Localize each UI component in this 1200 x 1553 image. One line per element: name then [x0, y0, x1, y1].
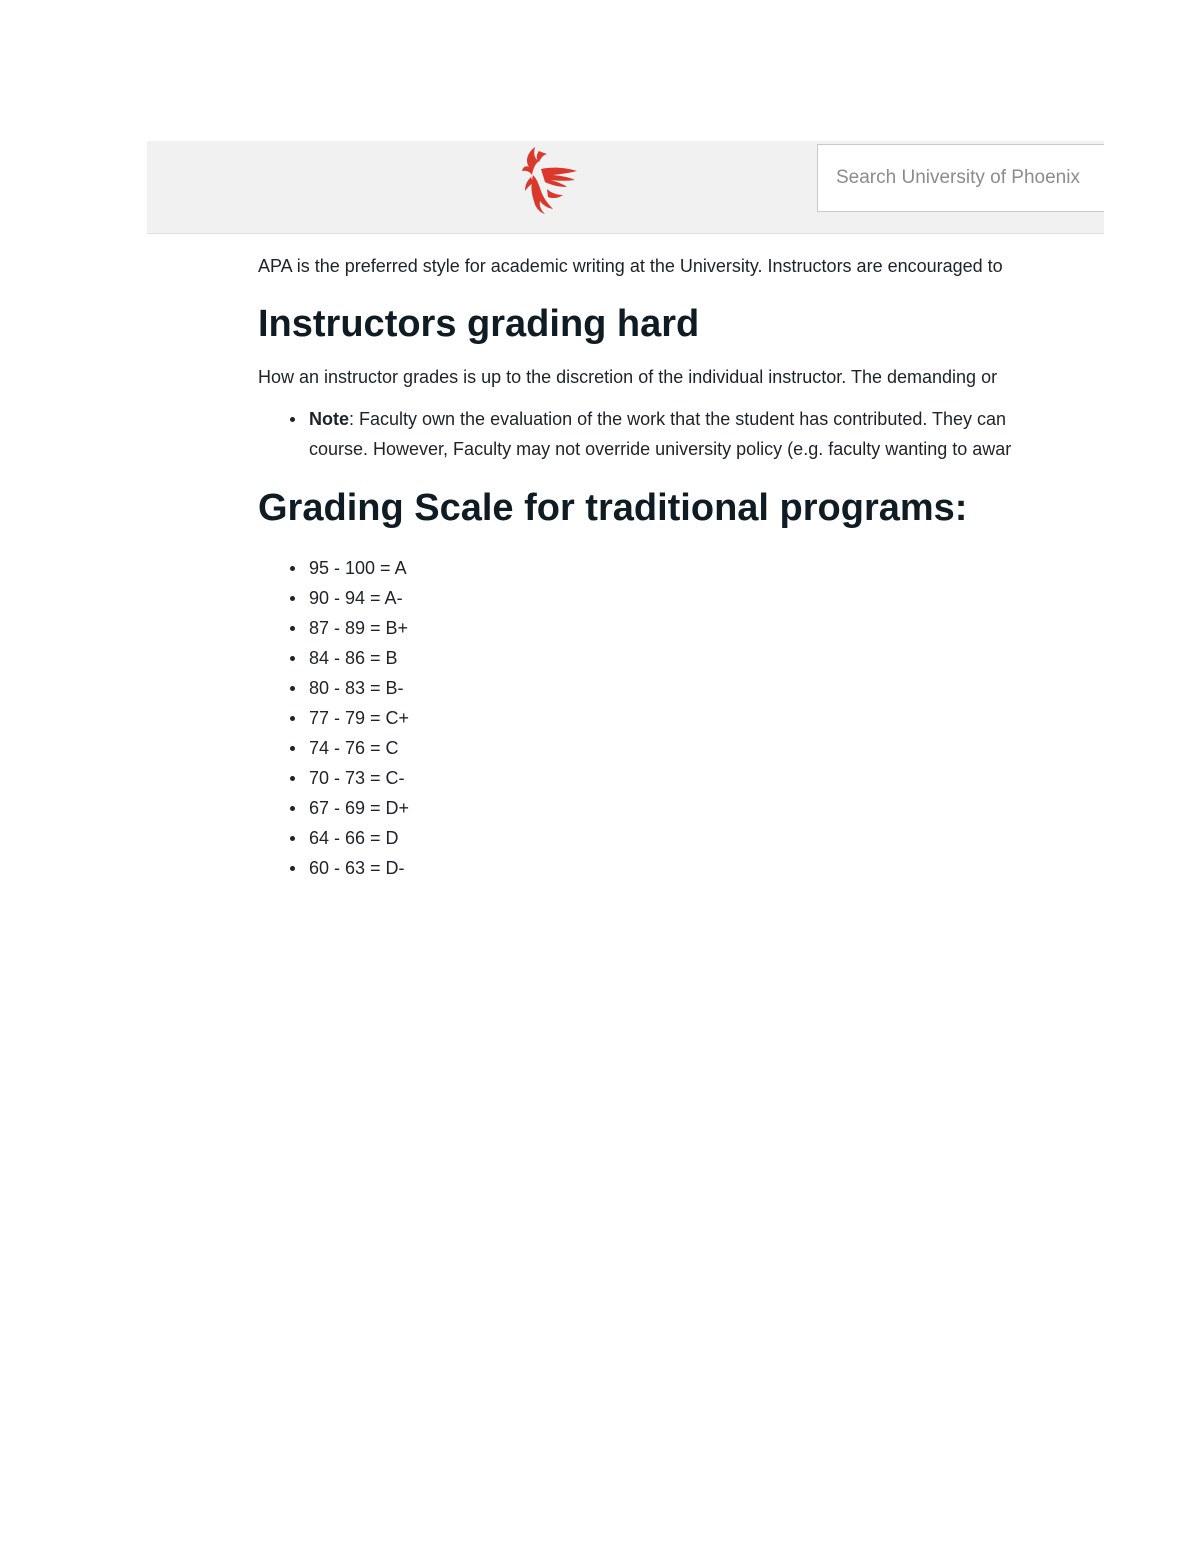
instructors-grading-hard-heading: Instructors grading hard	[258, 303, 700, 345]
note-item	[309, 404, 1104, 464]
main-content	[258, 253, 1104, 883]
search-box[interactable]	[817, 144, 1104, 212]
grade-item: 95 - 100 = A	[309, 553, 1104, 583]
grade-item: 80 - 83 = B-	[309, 673, 1104, 703]
grading-scale-heading: Grading Scale for traditional programs:	[258, 487, 968, 529]
grade-item: 74 - 76 = C	[309, 733, 1104, 763]
grade-item: 64 - 66 = D	[309, 823, 1104, 853]
note-text-line2: course. However, Faculty may not override university policy (e.g. faculty wanting to awar	[309, 439, 1012, 459]
grade-item: 60 - 63 = D-	[309, 853, 1104, 883]
grade-item: 77 - 79 = C+	[309, 703, 1104, 733]
grade-item: 90 - 94 = A-	[309, 583, 1104, 613]
note-text-line1: : Faculty own the evaluation of the work that the student has contributed. They can	[349, 409, 1007, 429]
grade-item: 67 - 69 = D+	[309, 793, 1104, 823]
grade-scale-list	[258, 553, 1104, 883]
grade-item: 87 - 89 = B+	[309, 613, 1104, 643]
site-header	[147, 141, 1104, 234]
note-label: Note	[309, 409, 349, 429]
note-list	[258, 404, 1104, 464]
grade-item: 70 - 73 = C-	[309, 763, 1104, 793]
intro-paragraph: APA is the preferred style for academic writing at the University. Instructors are encouraged to	[258, 256, 1003, 276]
grading-discretion-paragraph: How an instructor grades is up to the discretion of the individual instructor. The demanding or	[258, 367, 998, 387]
search-input[interactable]	[818, 145, 1104, 211]
phoenix-logo-icon[interactable]	[517, 145, 583, 215]
page-frame	[147, 141, 1104, 941]
grade-item: 84 - 86 = B	[309, 643, 1104, 673]
